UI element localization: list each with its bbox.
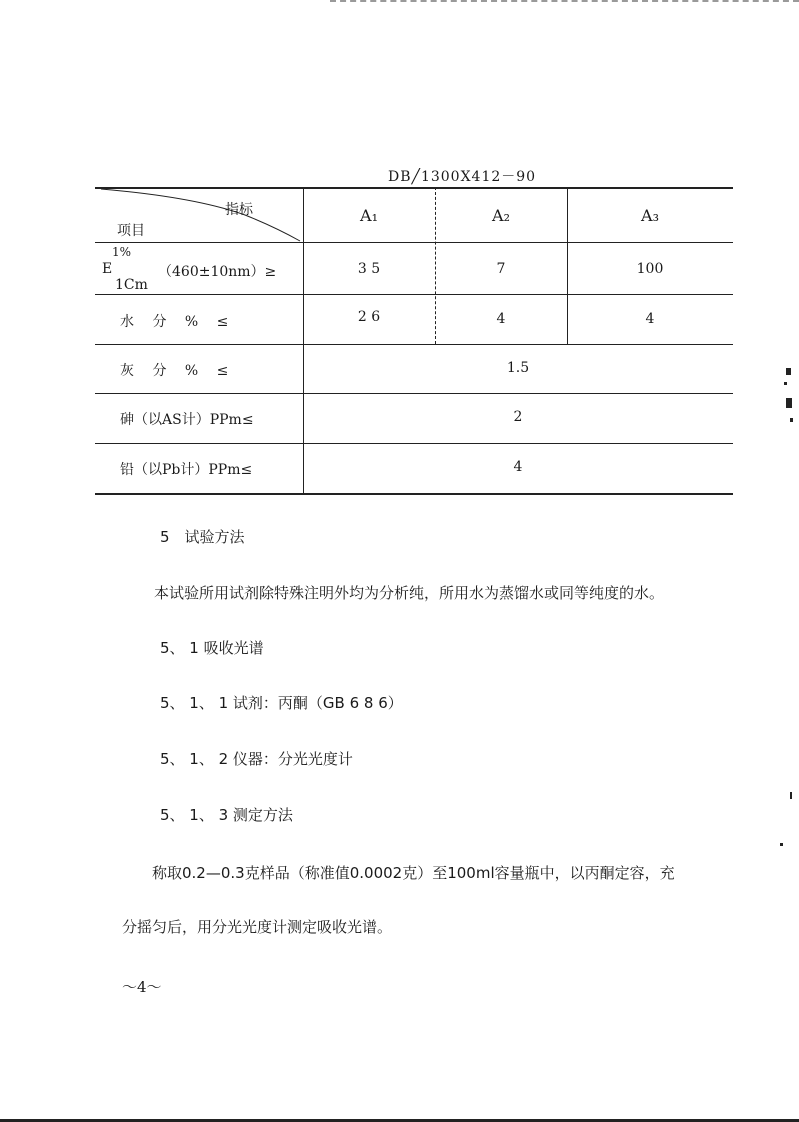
document-code: DB╱1300X412－90 — [388, 169, 537, 185]
cell-value: 100 — [636, 261, 664, 277]
row-label-arsenic: 砷（以AS计）PPm≤ — [120, 412, 254, 428]
table-bottom-rule — [95, 493, 733, 495]
column-header-a2: A₂ — [492, 206, 510, 225]
subsection-5-1-1: 5、 1、 1 试剂：丙酮（GB 6 8 6） — [160, 694, 403, 712]
page-number: ～4～ — [122, 978, 162, 996]
procedure-line-2: 分摇匀后，用分光光度计测定吸收光谱。 — [122, 918, 393, 936]
cell-value: 7 — [496, 261, 506, 277]
row-divider — [95, 294, 733, 295]
scan-border-dashes — [330, 0, 799, 2]
column-header-a1: A₁ — [360, 206, 378, 225]
header-item: 项目 — [117, 223, 145, 239]
row-label-extinction-rest: （460±10nm）≥ — [158, 264, 277, 280]
subsection-5-1: 5、 1 吸收光谱 — [160, 639, 264, 657]
row-label-extinction-e: E — [102, 261, 113, 277]
section-heading: 5 试验方法 — [160, 528, 245, 546]
row-label-extinction-sup: 1% — [112, 245, 132, 259]
header-indicator: 指标 — [225, 202, 253, 218]
subsection-5-1-2: 5、 1、 2 仪器：分光光度计 — [160, 750, 353, 768]
row-label-extinction-sub: 1Cm — [115, 277, 148, 293]
column-header-a3: A₃ — [641, 206, 659, 225]
cell-value: 4 — [496, 311, 506, 327]
procedure-line-1: 称取0.2—0.3克样品（称准值0.0002克）至100ml容量瓶中，以丙酮定容，充 — [152, 864, 675, 882]
cell-value: 2 6 — [357, 309, 381, 325]
cell-value-merged: 1.5 — [506, 360, 530, 376]
cell-value: 4 — [645, 311, 655, 327]
row-label-lead: 铅（以Pb计）PPm≤ — [120, 462, 253, 478]
subsection-5-1-3: 5、 1、 3 测定方法 — [160, 806, 293, 824]
row-divider — [95, 393, 733, 394]
row-label-water: 水 分 % ≤ — [120, 314, 229, 330]
cell-value-merged: 4 — [513, 459, 523, 475]
row-divider — [95, 443, 733, 444]
cell-value-merged: 2 — [513, 409, 523, 425]
specification-table — [95, 187, 733, 494]
section-intro: 本试验所用试剂除特殊注明外均为分析纯，所用水为蒸馏水或同等纯度的水。 — [154, 584, 665, 602]
cell-value: 3 5 — [357, 261, 381, 277]
row-label-ash: 灰 分 % ≤ — [120, 363, 229, 379]
row-divider — [95, 344, 733, 345]
